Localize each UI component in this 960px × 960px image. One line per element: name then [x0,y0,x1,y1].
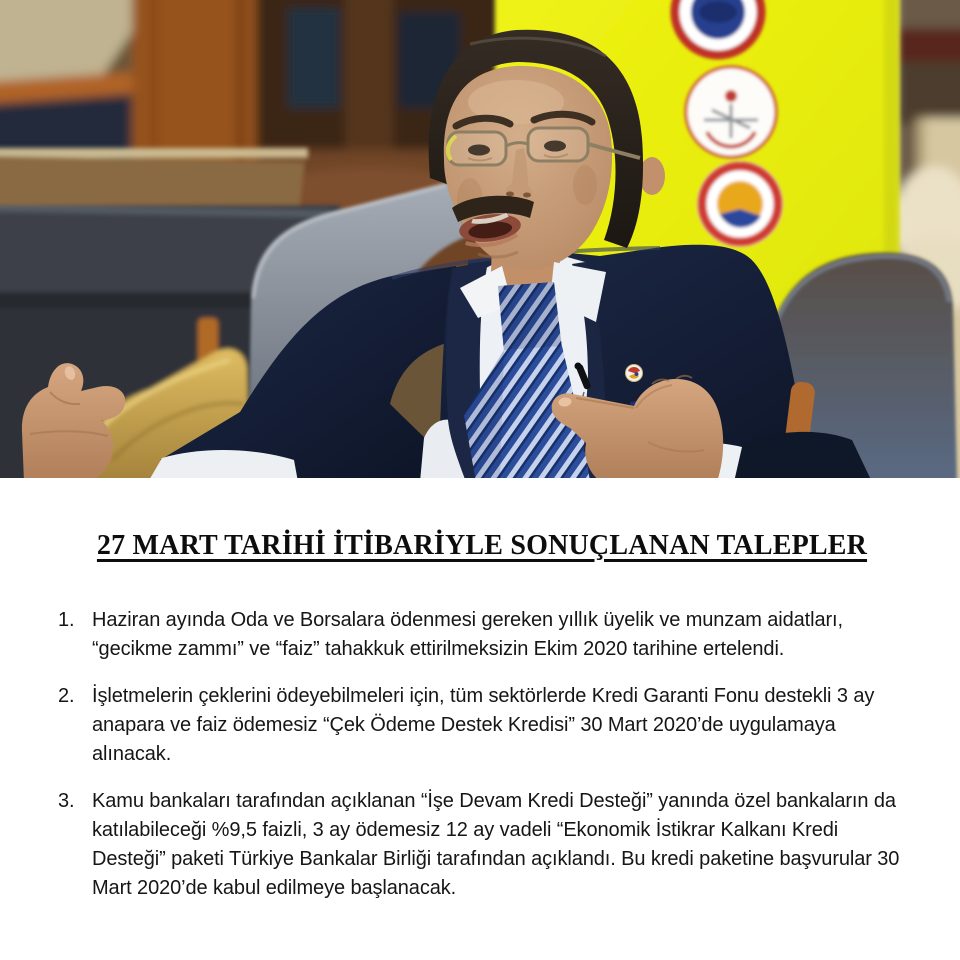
lapel-pin-icon [626,365,643,382]
item-number: 1. [58,609,75,632]
item-number: 2. [58,685,75,708]
item-number: 3. [58,790,75,813]
banner-logo-middle [686,67,776,157]
item-text: Kamu bankaları tarafından açıklanan “İşe Devam Kredi Desteği” yanında özel bankaların da katılabileceği %9,5 faizli, 3 ay ödemesiz 12 ay vadeli “Ekonomik İstikrar Kalkanı Kredi Desteği” paketi Türkiye Bankalar Birliği tarafından açıklandı. Bu kredi paketine başvurular 30 Mart 2020’de kabul edilmeye başlanacak. [92,790,900,900]
item-text: İşletmelerin çeklerini ödeyebilmeleri için, tüm sektörlerde Kredi Garanti Fonu destekli 3 ay anapara ve faiz ödemesiz “Çek Ödeme Destek Kredisi” 30 Mart 2020’de uygulamaya alınacak. [92,685,875,766]
numbered-list [58,606,906,903]
item-text: Haziran ayında Oda ve Borsalara ödenmesi gereken yıllık üyelik ve munzam aidatları, “gecikme zammı” ve “faiz” tahakkuk ettirilmeksizin Ekim 2020 tarihine ertelendi. [92,609,843,661]
speaker-photo [0,0,960,478]
announcement-document [0,478,960,903]
document-title: 27 MART TARİHİ İTİBARİYLE SONUÇLANAN TALEPLER [96,530,868,561]
list-item [58,606,906,664]
banner-logo-bottom [697,161,783,247]
list-item [58,682,906,769]
list-item [58,787,906,903]
